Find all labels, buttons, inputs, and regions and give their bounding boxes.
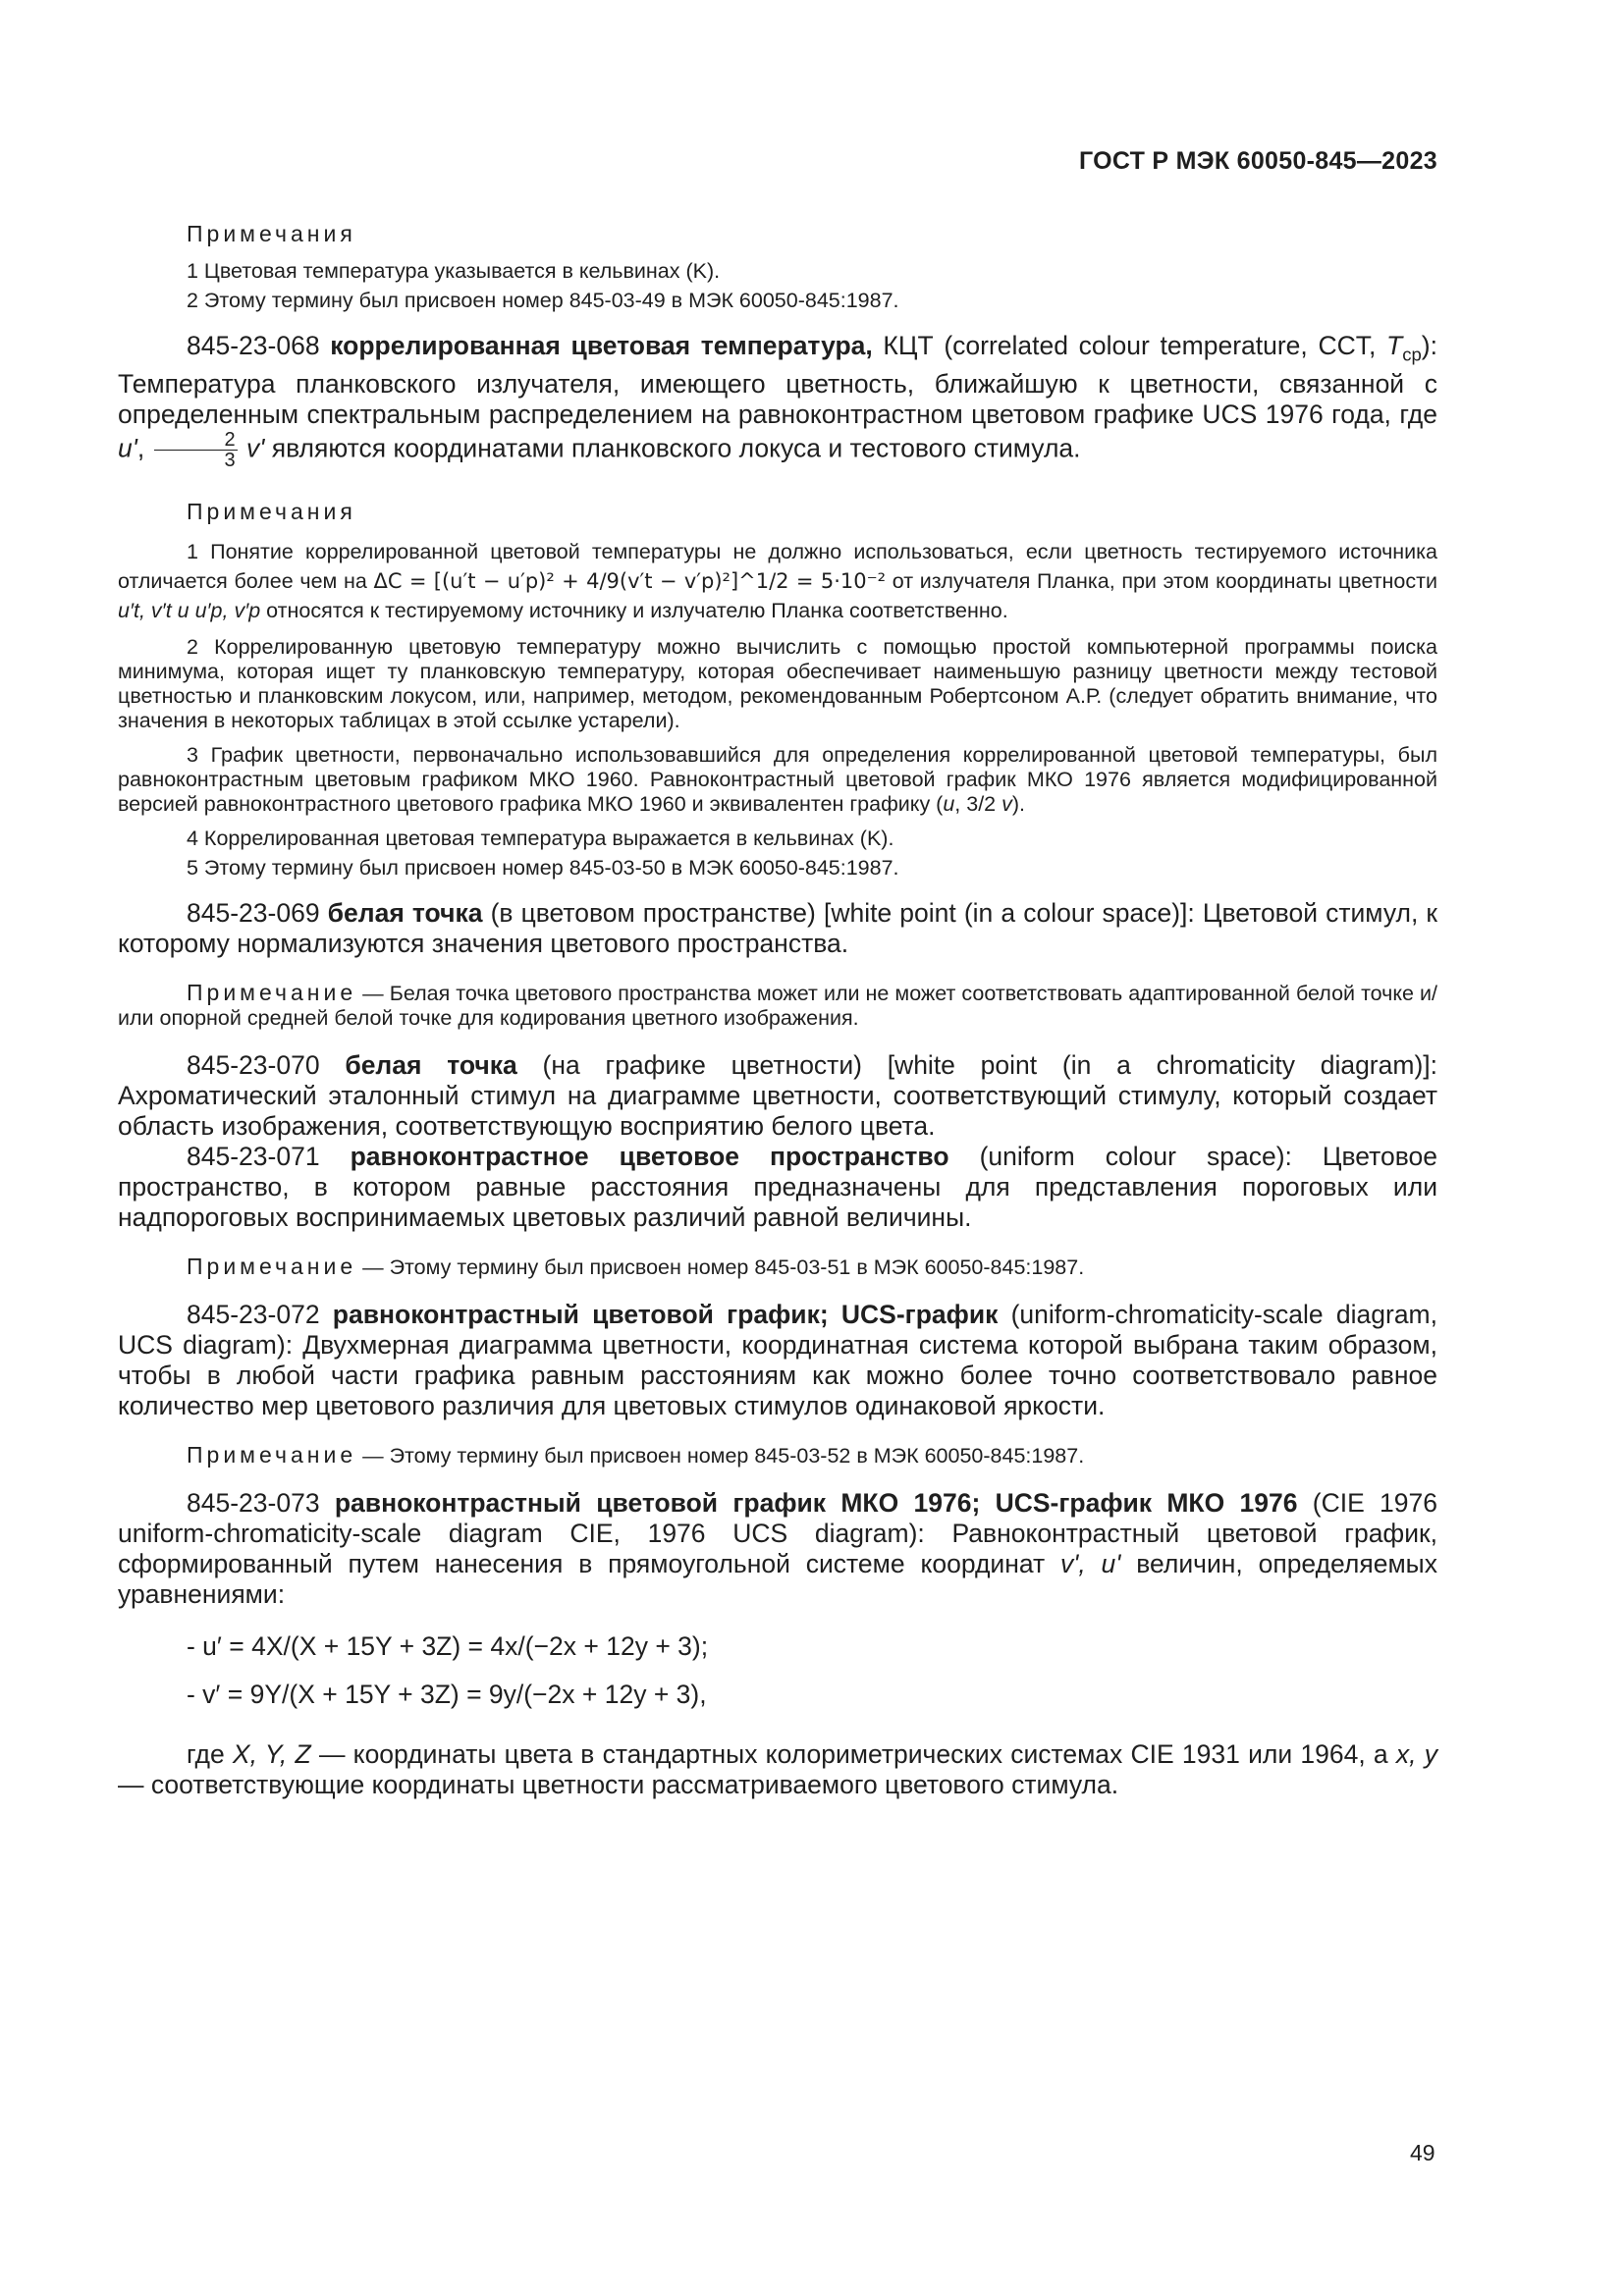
fraction-denominator: 3 xyxy=(224,450,236,472)
legend-text: — соответствующие координаты цветности рассматриваемого цветового стимула. xyxy=(118,1770,1119,1800)
notes-heading: Примечания xyxy=(187,499,356,525)
term-symbol: T xyxy=(1386,331,1403,360)
page-number: 49 xyxy=(1410,2140,1435,2165)
formula-v: - v′ = 9Y/(X + 15Y + 3Z) = 9y/(−2x + 12y + 3), xyxy=(187,1680,707,1710)
term-note xyxy=(118,1255,1437,1280)
note-item: 2 Коррелированную цветовую температуру можно вычислить с помощью простой компьютерной программы поиска минимума, которая ищет ту планковскую температуру, которая обеспечивает наименьшую разницу цветности между тестовой цветностью и планковским локусом, или, например, методом, рекомендованным Робертсоном А.Р. (следует обратить внимание, что значения в некоторых таблицах в этой ссылке устарели). xyxy=(118,635,1437,733)
note-coords: u′t, v′t и u′p, v′p xyxy=(118,599,261,623)
note-text: 1 Понятие коррелированной цветовой температуры не должно использоваться, если цветность тестируемого источника отличается более чем на xyxy=(118,540,1437,594)
note-text: — Белая точка цветового пространства может или не может соответствовать адаптированной белой точке и/или опорной средней белой точке для кодирования цветного изображения. xyxy=(118,982,1437,1031)
note-text: , 3/2 xyxy=(954,792,1002,817)
legend-text: — координаты цвета в стандартных колориметрических системах CIE 1931 или 1964, а xyxy=(310,1739,1396,1770)
term-definition: величин, определяемых уравнениями: xyxy=(118,1549,1437,1610)
term-symbol-sub: cp xyxy=(1402,344,1422,365)
standard-header: ГОСТ Р МЭК 60050-845—2023 xyxy=(1078,147,1437,175)
note-label: Примечание xyxy=(187,1254,357,1280)
term-name: коррелированная цветовая температура, xyxy=(330,331,873,360)
term-definition: (uniform colour space): Цветовое пространство, в котором равные расстояния предназначены для представления пороговых или надпороговых воспринимаемых цветовых различий равной величины. xyxy=(118,1142,1437,1233)
coord-v: v' xyxy=(246,433,265,463)
term-number: 845-23-071 xyxy=(187,1142,320,1172)
note-var: u xyxy=(943,792,955,817)
term-name: равноконтрастный цветовой график МКО 1976; UCS-график МКО 1976 xyxy=(334,1488,1298,1519)
term-number: 845-23-073 xyxy=(187,1488,320,1519)
note-item xyxy=(118,743,1437,817)
note-var: v xyxy=(1001,792,1012,817)
term-name: равноконтрастный цветовой график; UCS-график xyxy=(332,1300,999,1330)
term-entry-072 xyxy=(118,1300,1437,1421)
term-number: 845-23-068 xyxy=(187,331,320,360)
note-text: относятся к тестируемому источнику и излучателю Планка соответственно. xyxy=(260,599,1008,623)
term-entry-069 xyxy=(118,898,1437,959)
term-number: 845-23-072 xyxy=(187,1300,320,1330)
legend-text: где xyxy=(187,1739,233,1770)
formula-legend xyxy=(118,1739,1437,1800)
term-definition: (на графике цветности) [white point (in a chromaticity diagram)]: Ахроматический эталонный стимул на диаграмме цветности, соответствующий стимулу, который создает область изображения, соответствующую восприятию белого цвета. xyxy=(118,1050,1437,1142)
term-note xyxy=(118,981,1437,1031)
note-label: Примечание xyxy=(187,980,357,1006)
note-item: 2 Этому термину был присвоен номер 845-03-49 в МЭК 60050-845:1987. xyxy=(187,289,899,312)
term-entry-068: 845-23-068 коррелированная цветовая температура, КЦТ (correlated colour temperature, CCT, $T_{cp}$): Температура планковского излучателя, имеющего цветность, ближайшую к цветности, связанной с определенным спектральным распределением на равноконтрастном цветовом графике UCS 1976 года, где u', $\frac{2}{3}$ v' являются координатами планковского локуса и тестового стимула. xyxy=(118,331,1437,472)
document-body xyxy=(118,222,1437,1822)
term-name: равноконтрастное цветовое пространство xyxy=(350,1142,949,1172)
formula-u: - u′ = 4X/(X + 15Y + 3Z) = 4x/(−2x + 12y + 3); xyxy=(187,1631,709,1662)
term-definition: ): Температура планковского излучателя, имеющего цветность, ближайшую к цветности, связанной с определенным спектральным распределением на равноконтрастном цветовом графике UCS 1976 года, где xyxy=(118,331,1437,430)
term-number: 845-23-070 xyxy=(187,1050,320,1081)
legend-vars: X, Y, Z xyxy=(232,1739,311,1770)
term-definition: КЦТ (correlated colour temperature, CCT, xyxy=(872,331,1387,360)
term-number: 845-23-069 xyxy=(187,898,320,929)
fraction-numerator: 2 xyxy=(154,430,238,451)
term-entry-073 xyxy=(118,1488,1437,1610)
fraction xyxy=(154,430,238,470)
note-text: — Этому термину был присвоен номер 845-03-51 в МЭК 60050-845:1987. xyxy=(356,1255,1085,1280)
term-name: белая точка xyxy=(345,1050,517,1081)
note-text: от излучателя Планка, при этом координаты цветности xyxy=(886,569,1437,594)
term-coords: v', u' xyxy=(1060,1549,1121,1579)
coord-u: u' xyxy=(118,433,137,463)
delta-c-equation: ΔC = [(u′t − u′p)² + 4/9(v′t − v′p)²]^1/2 = 5·10⁻² xyxy=(373,569,887,594)
term-note xyxy=(118,1443,1437,1468)
term-definition: (в цветовом пространстве) [white point (in a colour space)]: Цветовой стимул, к которому нормализуются значения цветового пространства. xyxy=(118,898,1437,959)
note-item: 4 Коррелированная цветовая температура выражается в кельвинах (K). xyxy=(187,827,894,851)
note-text: ). xyxy=(1011,792,1025,817)
note-text: 3 График цветности, первоначально использовавшийся для определения коррелированной цветовой температуры, был равноконтрастным цветовым графиком МКО 1960. Равноконтрастный цветовой график МКО 1976 является модифицированной версией равноконтрастного цветового графика МКО 1960 и эквивалентен графику ( xyxy=(118,743,1437,817)
term-definition: (uniform-chromaticity-scale diagram, UCS diagram): Двухмерная диаграмма цветности, координатная система которой выбрана таким образом, чтобы в любой части графика равным расстояниям как можно более точно соответствовало равное количество мер цветового различия для цветовых стимулов одинаковой яркости. xyxy=(118,1300,1437,1421)
term-name: белая точка xyxy=(327,898,483,929)
term-entry-070 xyxy=(118,1050,1437,1142)
note-text: — Этому термину был присвоен номер 845-03-52 в МЭК 60050-845:1987. xyxy=(356,1444,1085,1468)
legend-vars: x, y xyxy=(1395,1739,1437,1770)
term-definition: являются координатами планковского локуса и тестового стимула. xyxy=(264,433,1081,463)
note-label: Примечание xyxy=(187,1442,357,1468)
note-item: 5 Этому термину был присвоен номер 845-03-50 в МЭК 60050-845:1987. xyxy=(187,856,899,881)
note-item xyxy=(118,537,1437,625)
term-entry-071 xyxy=(118,1142,1437,1233)
notes-heading: Примечания xyxy=(187,221,356,246)
term-definition: (CIE 1976 uniform-chromaticity-scale diagram CIE, 1976 UCS diagram): Равноконтрастный цветовой график, сформированный путем нанесения в прямоугольной системе координат xyxy=(118,1488,1437,1579)
note-item: 1 Цветовая температура указывается в кельвинах (K). xyxy=(187,259,721,283)
